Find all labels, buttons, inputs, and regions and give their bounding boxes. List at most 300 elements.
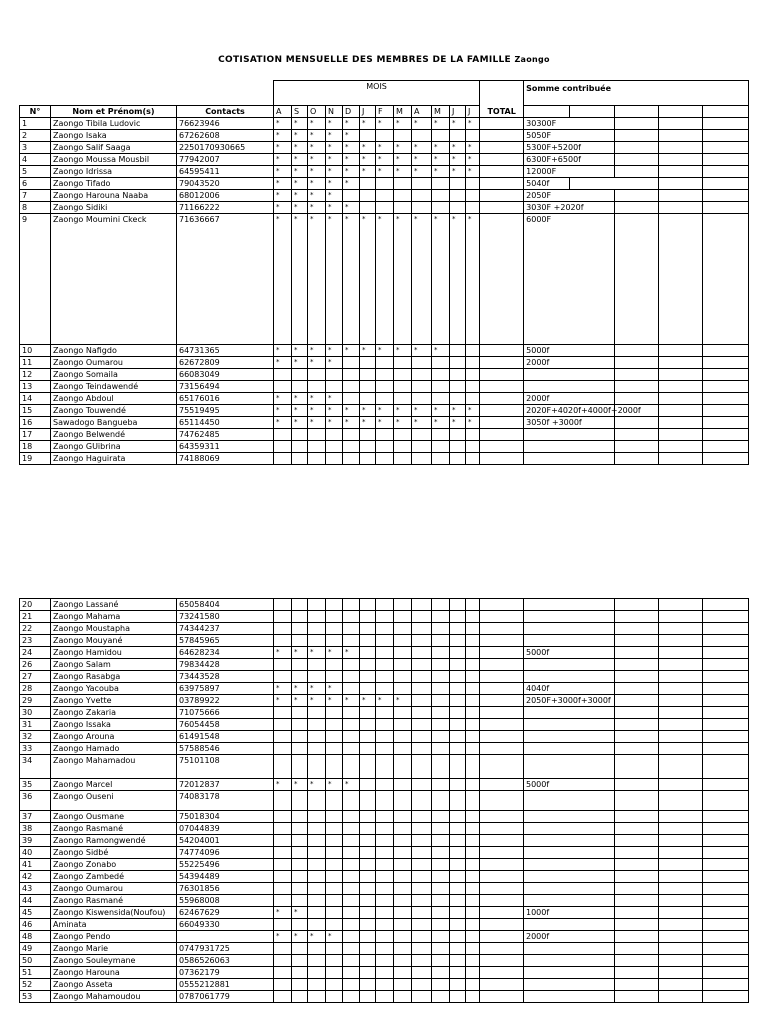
member-name: Zaongo Mahamoudou xyxy=(51,991,177,1003)
month-cell xyxy=(343,835,360,847)
somme-subcell xyxy=(615,847,659,859)
table-row xyxy=(20,453,749,465)
somme-subcell xyxy=(615,393,659,405)
month-cell xyxy=(343,635,360,647)
month-cell: * xyxy=(274,130,292,142)
month-cell xyxy=(274,895,292,907)
somme-subcell xyxy=(615,190,659,202)
month-cell xyxy=(432,943,450,955)
month-cell: * xyxy=(292,695,308,707)
member-name: Zaongo Oumarou xyxy=(51,883,177,895)
month-cell xyxy=(292,895,308,907)
month-cell: * xyxy=(274,405,292,417)
table-row xyxy=(20,623,749,635)
somme-subcell xyxy=(659,871,703,883)
table-row xyxy=(20,369,749,381)
month-cell: * xyxy=(432,417,450,429)
row-number: 20 xyxy=(20,599,51,611)
somme-subcell xyxy=(703,791,749,811)
month-cell xyxy=(412,791,432,811)
month-cell xyxy=(274,859,292,871)
month-cell xyxy=(466,178,480,190)
month-cell xyxy=(326,835,343,847)
month-cell xyxy=(292,811,308,823)
month-cell xyxy=(343,743,360,755)
month-cell xyxy=(450,919,466,931)
total-cell xyxy=(480,166,524,178)
month-cell: * xyxy=(360,118,376,130)
month-cell xyxy=(466,859,480,871)
row-number: 2 xyxy=(20,130,51,142)
table-row xyxy=(20,943,749,955)
month-cell: * xyxy=(274,345,292,357)
month-cell: * xyxy=(274,683,292,695)
member-contact: 03789922 xyxy=(177,695,274,707)
somme-subcell xyxy=(703,755,749,779)
month-cell xyxy=(394,369,412,381)
month-cell xyxy=(308,791,326,811)
somme-subcell xyxy=(703,731,749,743)
month-cell xyxy=(292,623,308,635)
month-cell xyxy=(412,847,432,859)
month-cell xyxy=(308,743,326,755)
member-name: Zaongo Nafigdo xyxy=(51,345,177,357)
month-cell xyxy=(308,847,326,859)
month-cell xyxy=(394,190,412,202)
month-cell xyxy=(412,967,432,979)
month-cell xyxy=(343,931,360,943)
somme-subcell xyxy=(615,811,659,823)
month-cell xyxy=(394,907,412,919)
member-contact: 76054458 xyxy=(177,719,274,731)
month-cell xyxy=(394,202,412,214)
row-number: 4 xyxy=(20,154,51,166)
month-cell xyxy=(343,453,360,465)
table-row xyxy=(20,635,749,647)
row-number: 14 xyxy=(20,393,51,405)
month-cell xyxy=(343,683,360,695)
month-cell xyxy=(326,955,343,967)
member-name: Zaongo Zakaria xyxy=(51,707,177,719)
month-cell xyxy=(466,707,480,719)
table-row xyxy=(20,823,749,835)
month-cell xyxy=(343,393,360,405)
somme-cell xyxy=(524,599,615,611)
member-contact: 75519495 xyxy=(177,405,274,417)
month-cell xyxy=(376,943,394,955)
somme-subcell xyxy=(659,357,703,369)
row-number: 42 xyxy=(20,871,51,883)
month-cell xyxy=(308,719,326,731)
somme-subcell xyxy=(659,719,703,731)
month-cell xyxy=(432,671,450,683)
somme-cell xyxy=(524,847,615,859)
somme-subcell xyxy=(703,659,749,671)
total-header-top xyxy=(480,81,524,106)
month-cell xyxy=(432,779,450,791)
somme-cell: 1000f xyxy=(524,907,615,919)
somme-subcell xyxy=(659,779,703,791)
member-name: Zaongo Marcel xyxy=(51,779,177,791)
total-cell xyxy=(480,417,524,429)
table-row xyxy=(20,190,749,202)
month-cell: * xyxy=(274,118,292,130)
somme-subcell xyxy=(703,707,749,719)
month-cell xyxy=(412,369,432,381)
somme-cell xyxy=(524,743,615,755)
month-cell xyxy=(308,871,326,883)
month-cell xyxy=(412,683,432,695)
member-name: Zaongo Harouna Naaba xyxy=(51,190,177,202)
somme-subcell xyxy=(615,214,659,345)
month-cell xyxy=(466,429,480,441)
row-number: 13 xyxy=(20,381,51,393)
member-contact: 57588546 xyxy=(177,743,274,755)
month-cell xyxy=(292,755,308,779)
month-cell xyxy=(412,943,432,955)
month-cell xyxy=(274,743,292,755)
total-cell xyxy=(480,369,524,381)
somme-subcell xyxy=(703,743,749,755)
month-cell: * xyxy=(360,214,376,345)
month-cell xyxy=(376,743,394,755)
month-cell: * xyxy=(326,345,343,357)
month-cell xyxy=(450,791,466,811)
month-cell xyxy=(466,635,480,647)
month-cell xyxy=(326,731,343,743)
month-cell: * xyxy=(274,142,292,154)
month-cell xyxy=(394,659,412,671)
month-cell: * xyxy=(412,405,432,417)
member-name: Zaongo Touwendé xyxy=(51,405,177,417)
month-cell xyxy=(432,859,450,871)
month-cell xyxy=(450,429,466,441)
month-cell xyxy=(308,453,326,465)
month-cell xyxy=(376,823,394,835)
member-name: Zaongo Harouna xyxy=(51,967,177,979)
month-cell xyxy=(432,931,450,943)
month-cell xyxy=(376,369,394,381)
month-cell xyxy=(376,453,394,465)
member-contact: 73241580 xyxy=(177,611,274,623)
somme-subcell xyxy=(615,369,659,381)
month-cell xyxy=(450,647,466,659)
month-cell xyxy=(376,967,394,979)
somme-subcell xyxy=(615,166,659,178)
somme-cell xyxy=(524,967,615,979)
month-cell: * xyxy=(308,154,326,166)
somme-subcell xyxy=(703,623,749,635)
row-number: 40 xyxy=(20,847,51,859)
somme-subcell xyxy=(659,991,703,1003)
somme-cell: 2050F+3000f+3000f xyxy=(524,695,615,707)
month-cell xyxy=(412,453,432,465)
total-cell xyxy=(480,647,524,659)
month-cell: * xyxy=(292,393,308,405)
month-cell: * xyxy=(432,142,450,154)
month-cell xyxy=(466,883,480,895)
total-cell xyxy=(480,345,524,357)
member-contact: 75018304 xyxy=(177,811,274,823)
somme-subcell xyxy=(659,599,703,611)
table-row xyxy=(20,779,749,791)
month-cell xyxy=(432,823,450,835)
month-cell: * xyxy=(326,683,343,695)
month-cell xyxy=(343,895,360,907)
month-cell xyxy=(326,791,343,811)
total-cell xyxy=(480,381,524,393)
somme-subcell xyxy=(615,647,659,659)
month-cell: * xyxy=(274,166,292,178)
month-cell: * xyxy=(343,695,360,707)
month-cell xyxy=(308,991,326,1003)
month-cell: * xyxy=(343,178,360,190)
month-cell: * xyxy=(343,345,360,357)
member-name: Zaongo Souleymane xyxy=(51,955,177,967)
somme-subcell xyxy=(615,955,659,967)
month-cell xyxy=(292,919,308,931)
table-row xyxy=(20,178,749,190)
month-cell: * xyxy=(292,190,308,202)
total-cell xyxy=(480,835,524,847)
month-cell xyxy=(360,871,376,883)
month-cell xyxy=(376,907,394,919)
total-cell xyxy=(480,671,524,683)
somme-cell: 5000f xyxy=(524,345,615,357)
member-contact: 57845965 xyxy=(177,635,274,647)
somme-cell xyxy=(524,811,615,823)
month-cell xyxy=(292,991,308,1003)
month-cell: * xyxy=(308,779,326,791)
month-cell: * xyxy=(376,166,394,178)
month-cell xyxy=(450,659,466,671)
somme-subcell xyxy=(615,154,659,166)
month-cell xyxy=(360,847,376,859)
somme-cell xyxy=(524,635,615,647)
month-header-0: A xyxy=(274,106,292,118)
month-cell xyxy=(343,955,360,967)
month-cell xyxy=(308,979,326,991)
month-cell xyxy=(412,599,432,611)
member-contact: 71636667 xyxy=(177,214,274,345)
table-row xyxy=(20,154,749,166)
month-cell xyxy=(450,907,466,919)
somme-cell xyxy=(524,719,615,731)
month-cell xyxy=(394,967,412,979)
month-cell xyxy=(412,979,432,991)
header-spacer xyxy=(20,81,274,106)
month-cell xyxy=(274,719,292,731)
month-cell xyxy=(308,671,326,683)
month-cell xyxy=(274,369,292,381)
somme-cell xyxy=(524,369,615,381)
month-cell xyxy=(394,731,412,743)
month-cell xyxy=(394,707,412,719)
total-cell xyxy=(480,859,524,871)
somme-subcell xyxy=(615,381,659,393)
month-cell xyxy=(450,871,466,883)
somme-subcell xyxy=(659,919,703,931)
month-cell xyxy=(326,719,343,731)
month-cell xyxy=(326,623,343,635)
somme-subcell xyxy=(615,429,659,441)
member-contact: 07044839 xyxy=(177,823,274,835)
month-cell xyxy=(432,393,450,405)
month-cell xyxy=(450,369,466,381)
table-row xyxy=(20,859,749,871)
month-cell: * xyxy=(308,647,326,659)
somme-subcell xyxy=(703,453,749,465)
somme-cell xyxy=(524,883,615,895)
row-number: 3 xyxy=(20,142,51,154)
member-name: Zaongo Haguirata xyxy=(51,453,177,465)
month-cell xyxy=(292,453,308,465)
row-number: 32 xyxy=(20,731,51,743)
somme-subcell xyxy=(703,955,749,967)
member-contact xyxy=(177,931,274,943)
month-cell xyxy=(292,883,308,895)
month-cell xyxy=(412,755,432,779)
month-cell: * xyxy=(450,166,466,178)
month-cell xyxy=(466,943,480,955)
member-contact: 74774096 xyxy=(177,847,274,859)
month-cell xyxy=(292,823,308,835)
month-cell: * xyxy=(432,405,450,417)
month-cell xyxy=(394,871,412,883)
somme-subcell xyxy=(659,811,703,823)
somme-subcell xyxy=(703,883,749,895)
month-cell xyxy=(450,967,466,979)
total-cell xyxy=(480,357,524,369)
member-contact: 64628234 xyxy=(177,647,274,659)
month-cell xyxy=(343,441,360,453)
total-cell xyxy=(480,659,524,671)
total-cell xyxy=(480,178,524,190)
month-cell xyxy=(412,190,432,202)
month-cell: * xyxy=(308,202,326,214)
month-cell: * xyxy=(292,202,308,214)
somme-subcell xyxy=(659,647,703,659)
month-cell xyxy=(432,919,450,931)
month-cell xyxy=(360,755,376,779)
month-cell: * xyxy=(394,417,412,429)
table-row xyxy=(20,707,749,719)
month-cell xyxy=(466,743,480,755)
month-cell: * xyxy=(308,166,326,178)
somme-cell: 12000F xyxy=(524,166,615,178)
member-name: Sawadogo Bangueba xyxy=(51,417,177,429)
month-cell: * xyxy=(308,190,326,202)
month-cell xyxy=(432,791,450,811)
month-cell xyxy=(360,883,376,895)
table-row xyxy=(20,599,749,611)
somme-subcell xyxy=(615,635,659,647)
month-cell xyxy=(326,453,343,465)
month-cell xyxy=(308,429,326,441)
somme-subcell xyxy=(615,779,659,791)
month-cell xyxy=(376,779,394,791)
somme-subcell xyxy=(703,671,749,683)
row-number: 46 xyxy=(20,919,51,931)
month-cell: * xyxy=(376,154,394,166)
table-row xyxy=(20,142,749,154)
month-cell xyxy=(376,441,394,453)
table-row xyxy=(20,659,749,671)
somme-subcell xyxy=(615,623,659,635)
month-cell xyxy=(360,731,376,743)
month-cell: * xyxy=(292,118,308,130)
member-name: Zaongo Moustapha xyxy=(51,623,177,635)
month-cell xyxy=(326,967,343,979)
member-contact: 73443528 xyxy=(177,671,274,683)
total-cell xyxy=(480,154,524,166)
month-cell: * xyxy=(308,142,326,154)
somme-subcell xyxy=(615,835,659,847)
month-cell xyxy=(412,130,432,142)
month-cell xyxy=(343,611,360,623)
month-cell xyxy=(412,659,432,671)
month-cell: * xyxy=(376,214,394,345)
month-cell xyxy=(466,357,480,369)
somme-subcell xyxy=(570,178,659,190)
member-name: Zaongo Ousmane xyxy=(51,811,177,823)
member-name: Zaongo Pendo xyxy=(51,931,177,943)
total-cell xyxy=(480,441,524,453)
member-name: Zaongo Somaila xyxy=(51,369,177,381)
month-cell xyxy=(274,835,292,847)
month-cell xyxy=(274,791,292,811)
total-cell xyxy=(480,393,524,405)
month-cell xyxy=(450,895,466,907)
month-cell: * xyxy=(450,214,466,345)
month-cell xyxy=(292,719,308,731)
month-cell xyxy=(394,835,412,847)
month-cell: * xyxy=(274,202,292,214)
somme-subcell xyxy=(615,919,659,931)
month-cell: * xyxy=(376,695,394,707)
month-cell xyxy=(343,623,360,635)
month-cell: * xyxy=(360,695,376,707)
month-cell xyxy=(394,719,412,731)
somme-cell: 5000f xyxy=(524,779,615,791)
month-cell xyxy=(292,943,308,955)
month-cell xyxy=(432,755,450,779)
month-cell xyxy=(466,847,480,859)
month-cell xyxy=(450,931,466,943)
month-cell xyxy=(326,847,343,859)
month-cell xyxy=(292,871,308,883)
somme-subcell xyxy=(703,719,749,731)
member-name: Zaongo Mahama xyxy=(51,611,177,623)
row-number: 33 xyxy=(20,743,51,755)
somme-subcell xyxy=(615,611,659,623)
member-name: Zaongo Salif Saaga xyxy=(51,142,177,154)
month-cell xyxy=(450,979,466,991)
somme-cell xyxy=(524,623,615,635)
month-cell xyxy=(466,659,480,671)
member-name: Zaongo Salam xyxy=(51,659,177,671)
somme-subcol-header xyxy=(615,106,659,118)
somme-subcell xyxy=(659,707,703,719)
month-cell xyxy=(412,178,432,190)
row-number: 10 xyxy=(20,345,51,357)
row-number: 18 xyxy=(20,441,51,453)
month-cell xyxy=(326,369,343,381)
month-cell xyxy=(376,707,394,719)
somme-subcell xyxy=(703,859,749,871)
month-cell xyxy=(394,647,412,659)
month-cell xyxy=(308,895,326,907)
